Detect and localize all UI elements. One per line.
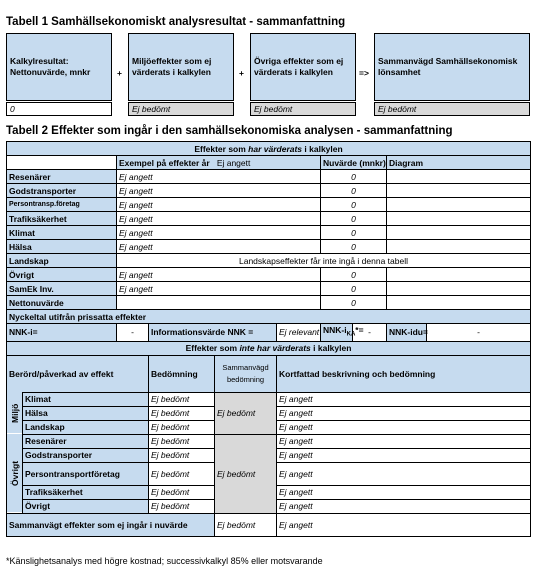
value-kalkylresultat: 0 <box>6 102 112 116</box>
nyckeltal-row: NNK-i= - Informationsvärde NNK = Ej relevant NNK-$i_{KA}*=$ - NNK-idu= - <box>7 324 531 342</box>
table2 <box>6 141 531 537</box>
col-weighted: Sammanvägd bedömning <box>215 355 277 392</box>
table-row: Övrigt Ej angett 0 <box>7 268 531 282</box>
value-sammanvagd: Ej bedömt <box>374 102 530 116</box>
table-row: Övrigt Ej bedömt Ej angett <box>7 499 531 513</box>
summary-row <box>7 513 531 536</box>
value-ovriga-effekter: Ej bedömt <box>250 102 356 116</box>
table-row: Trafiksäkerhet Ej angett 0 <box>7 212 531 226</box>
value-miljoeffekter: Ej bedömt <box>128 102 234 116</box>
table1-title: Tabell 1 Samhällsekonomiskt analysresultat - sammanfattning <box>6 16 346 28</box>
table-row: Persontransp.företag Ej angett 0 <box>7 198 531 212</box>
table-row: Hälsa Ej angett 0 <box>7 240 531 254</box>
table1 <box>6 33 530 118</box>
ovrigt-weighted: Ej bedömt <box>215 434 277 513</box>
table-row: Övrigt Resenärer Ej bedömt Ej bedömt Ej angett <box>7 434 531 448</box>
table-row: Landskap Ej bedömt Ej angett <box>7 420 531 434</box>
col-npv: Nuvärde (mnkr) <box>321 156 387 170</box>
group-ovrigt: Övrigt <box>7 434 23 513</box>
table-row: Persontransportföretag Ej bedömt Ej angett <box>7 462 531 485</box>
table-row: Hälsa Ej bedömt Ej angett <box>7 406 531 420</box>
table-row: Resenärer Ej angett 0 <box>7 170 531 184</box>
col-assessment: Bedömning <box>149 355 215 392</box>
summary-description: Ej angett <box>277 513 531 536</box>
miljo-weighted: Ej bedömt <box>215 392 277 434</box>
op-plus-1: + <box>117 68 122 78</box>
table-row: Landskap Landskapseffekter får inte ingå i denna tabell <box>7 254 531 268</box>
table-row: SamEk Inv. Ej angett 0 <box>7 282 531 296</box>
header-not-valued: Effekter som inte har värderats i kalkylen <box>7 341 531 355</box>
table-row: Trafiksäkerhet Ej bedömt Ej angett <box>7 485 531 499</box>
summary-value: Ej bedömt <box>215 513 277 536</box>
table-row: Godstransporter Ej angett 0 <box>7 184 531 198</box>
col-diagram: Diagram <box>387 156 531 170</box>
op-implies: => <box>359 68 369 78</box>
table-row: Godstransporter Ej bedömt Ej angett <box>7 448 531 462</box>
summary-label: Sammanvägt effekter som ej ingår i nuvärde <box>7 513 215 536</box>
header-blank <box>7 156 117 170</box>
table2-title: Tabell 2 Effekter som ingår i den samhällsekonomiska analysen - sammanfattning <box>6 125 453 137</box>
group-miljo: Miljö <box>7 392 23 434</box>
col-description: Kortfattad beskrivning och bedömning <box>277 355 531 392</box>
header-valued: Effekter som har värderats i kalkylen <box>7 142 531 156</box>
box-ovriga-effekter: Övriga effekter som ej värderats i kalkylen <box>250 33 356 101</box>
col-example: Exempel på effekter år Ej angett <box>117 156 321 170</box>
box-kalkylresultat: Kalkylresultat: Nettonuvärde, mnkr <box>6 33 112 101</box>
landskap-note: Landskapseffekter får inte ingå i denna tabell <box>117 254 531 268</box>
footnote: *Känslighetsanalys med högre kostnad; successivkalkyl 85% eller motsvarande <box>6 556 323 566</box>
box-miljoeffekter: Miljöeffekter som ej värderats i kalkylen <box>128 33 234 101</box>
op-plus-2: + <box>239 68 244 78</box>
nyckeltal-title: Nyckeltal utifrån prissatta effekter <box>7 310 531 324</box>
box-sammanvagd: Sammanvägd Samhällsekonomisk lönsamhet <box>374 33 530 101</box>
netto-row: Nettonuvärde 0 <box>7 296 531 310</box>
table-row: Klimat Ej angett 0 <box>7 226 531 240</box>
col-affected: Berörd/påverkad av effekt <box>7 355 149 392</box>
table-row: Miljö Klimat Ej bedömt Ej bedömt Ej angett <box>7 392 531 406</box>
